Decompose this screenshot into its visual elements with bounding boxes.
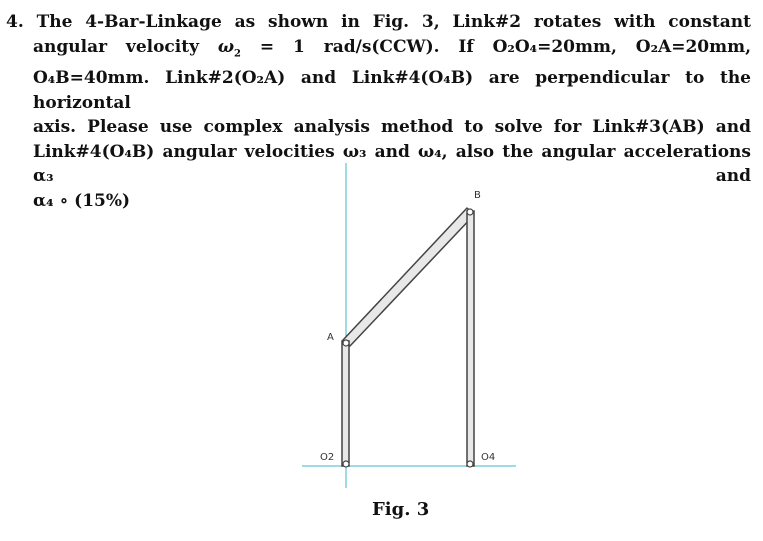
problem-line-5: Link#4(O₄B) angular velocities ω₃ and ω₄, also the angular accelerations α₃ and: [33, 141, 751, 187]
link-3-coupler: [343, 208, 474, 346]
omega-letter: ω: [217, 36, 235, 57]
problem-line-2-end: = 1 rad/s(CCW). If O₂O₄=20mm, O₂A=20mm,: [259, 36, 752, 57]
link-2-crank: [342, 341, 349, 466]
label-A: A: [327, 332, 334, 343]
problem-line-6: α₄ ∘ (15%): [33, 190, 131, 211]
problem-line-1: 4. The 4-Bar-Linkage as shown in Fig. 3, Link#2 rotates with constant: [6, 12, 751, 32]
joint-O4: [467, 461, 473, 467]
link-4-rocker: [467, 211, 474, 466]
omega-subscript: 2: [234, 47, 242, 59]
figure-caption: Fig. 3: [372, 499, 430, 520]
joint-O2: [343, 461, 349, 467]
problem-line-2-start: angular velocity: [33, 36, 199, 57]
joint-A: [343, 340, 349, 346]
label-O4: O4: [481, 452, 496, 463]
label-B: B: [474, 190, 481, 201]
joint-B: [467, 209, 473, 215]
problem-line-3: O₄B=40mm. Link#2(O₂A) and Link#4(O₄B) are perpendicular to the horizontal: [33, 68, 751, 113]
problem-line-4: axis. Please use complex analysis method to solve for Link#3(AB) and: [33, 117, 751, 138]
label-O2: O2: [320, 452, 335, 463]
